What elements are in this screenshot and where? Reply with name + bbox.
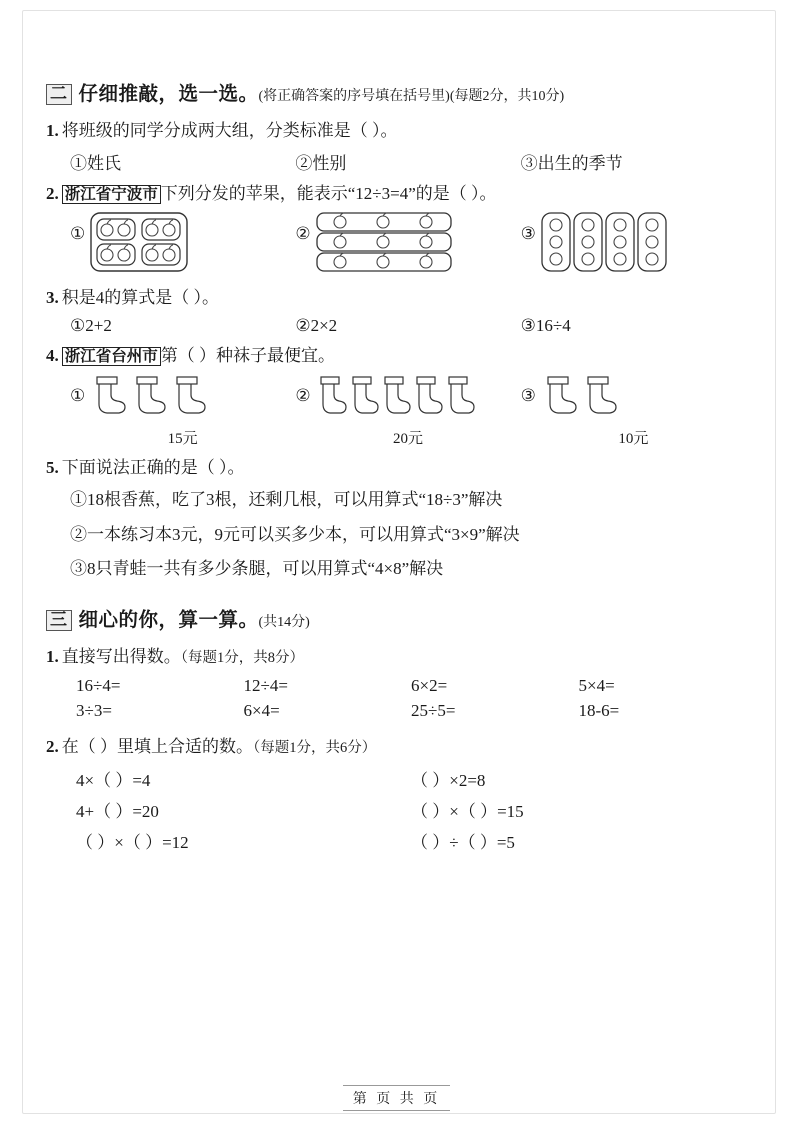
- option-b[interactable]: ②性别: [295, 153, 347, 173]
- fill-row-2: [76, 797, 746, 822]
- question-number: 1.: [46, 121, 59, 140]
- option-marker: ②: [295, 386, 311, 406]
- page-number-label: 第 页 共 页: [343, 1085, 451, 1111]
- calc-row-1: [76, 676, 746, 696]
- question-text: 在（ ）里填上合适的数。: [61, 736, 253, 756]
- section-number-2: 二: [46, 84, 72, 105]
- question-note: （每题1分，共8分）: [180, 650, 304, 667]
- question-note: （每题1分，共6分）: [253, 739, 377, 756]
- calc-item[interactable]: 25÷5=: [411, 700, 456, 720]
- section-heading-3: [46, 604, 746, 632]
- section-note-3: (共14分): [258, 615, 310, 631]
- price-label: 20元: [392, 431, 423, 448]
- option-b[interactable]: [295, 211, 520, 278]
- section-title-2: 仔细推敲，选一选。: [78, 84, 259, 105]
- calc-item[interactable]: 3÷3=: [76, 700, 112, 720]
- question-3-2: [46, 733, 746, 761]
- question-text: 下列分发的苹果，能表示“12÷3=4”的是（ ）。: [160, 183, 497, 203]
- question-3-1: [46, 643, 746, 671]
- calc-item[interactable]: 5×4=: [578, 675, 615, 695]
- question-2-4: [46, 342, 746, 370]
- option-b[interactable]: [295, 373, 520, 448]
- option-c[interactable]: [521, 373, 746, 448]
- fill-item[interactable]: 4×（ ）=4: [76, 771, 151, 791]
- question-text: 第（ ）种袜子最便宜。: [160, 345, 336, 365]
- option-marker: ②: [295, 224, 311, 244]
- apples-2x4-tray-icon: [89, 211, 189, 278]
- fill-item[interactable]: （ ）×2=8: [411, 771, 486, 791]
- section-number-3: 三: [46, 610, 72, 631]
- option-a[interactable]: [70, 373, 295, 448]
- region-tag: 浙江省台州市: [62, 347, 161, 366]
- question-number: 2.: [46, 736, 59, 756]
- socks-group-3-icon: [89, 373, 215, 426]
- section-heading-2: [46, 78, 746, 106]
- calc-item[interactable]: 6×2=: [411, 675, 448, 695]
- region-tag: 浙江省宁波市: [62, 185, 161, 204]
- section-note-2: (将正确答案的序号填在括号里)(每题2分，共10分): [258, 89, 565, 104]
- fill-item[interactable]: （ ）×（ ）=12: [76, 833, 189, 853]
- options-2-3: [70, 316, 746, 336]
- option-c[interactable]: [521, 211, 746, 278]
- question-2-3: [46, 284, 746, 312]
- fill-row-1: [76, 766, 746, 791]
- option-marker: ①: [70, 386, 86, 406]
- fill-item[interactable]: 4+（ ）=20: [76, 802, 159, 822]
- option-a[interactable]: ①18根香蕉，吃了3根，还剩几根，可以用算式“18÷3”解决: [70, 489, 503, 509]
- socks-group-2-icon: [540, 373, 626, 426]
- option-c[interactable]: ③出生的季节: [520, 153, 623, 173]
- section-title-3: 细心的你，算一算。: [78, 610, 259, 632]
- fill-row-3: [76, 828, 746, 853]
- option-b[interactable]: ②一本练习本3元，9元可以买多少本，可以用算式“3×9”解决: [70, 524, 520, 544]
- fill-item[interactable]: （ ）÷（ ）=5: [411, 833, 515, 853]
- option-c[interactable]: ③8只青蛙一共有多少条腿，可以用算式“4×8”解决: [70, 559, 444, 579]
- option-marker: ③: [520, 386, 536, 406]
- option-a[interactable]: ①2+2: [70, 315, 112, 335]
- option-a[interactable]: ①姓氏: [70, 153, 121, 173]
- option-marker: ①: [70, 224, 86, 244]
- apples-3x3-tray-icon: [315, 211, 453, 278]
- options-2-4: [70, 373, 746, 448]
- question-2-2: [46, 180, 746, 208]
- price-label: 15元: [167, 431, 198, 448]
- question-2-1: [46, 117, 746, 145]
- calc-item[interactable]: 12÷4=: [243, 675, 288, 695]
- price-label: 10元: [618, 431, 649, 448]
- question-text: 下面说法正确的是（ ）。: [61, 458, 245, 478]
- option-marker: ③: [520, 224, 536, 244]
- option-b[interactable]: ②2×2: [295, 315, 338, 335]
- question-number: 2.: [46, 183, 59, 203]
- question-2-5: [46, 454, 746, 482]
- option-a[interactable]: [70, 211, 295, 278]
- fill-item[interactable]: （ ）×（ ）=15: [411, 802, 524, 822]
- question-number: 5.: [46, 458, 59, 478]
- calc-item[interactable]: 6×4=: [243, 700, 280, 720]
- worksheet-content: [46, 78, 746, 855]
- calc-item[interactable]: 18-6=: [578, 700, 620, 720]
- options-2-2: [70, 211, 746, 278]
- question-text: 将班级的同学分成两大组，分类标准是（ ）。: [61, 121, 398, 140]
- calc-row-2: [76, 701, 746, 721]
- options-2-1: [70, 149, 746, 174]
- question-number: 4.: [46, 345, 59, 365]
- calc-item[interactable]: 16÷4=: [76, 675, 121, 695]
- page-footer: [0, 1085, 793, 1111]
- question-number: 3.: [46, 288, 59, 308]
- question-text: 直接写出得数。: [61, 647, 181, 667]
- socks-group-5-icon: [315, 373, 480, 426]
- question-text: 积是4的算式是（ ）。: [61, 288, 219, 308]
- option-c[interactable]: ③16÷4: [520, 315, 571, 335]
- question-number: 1.: [46, 647, 59, 667]
- apples-4x3-strips-icon: [540, 211, 668, 278]
